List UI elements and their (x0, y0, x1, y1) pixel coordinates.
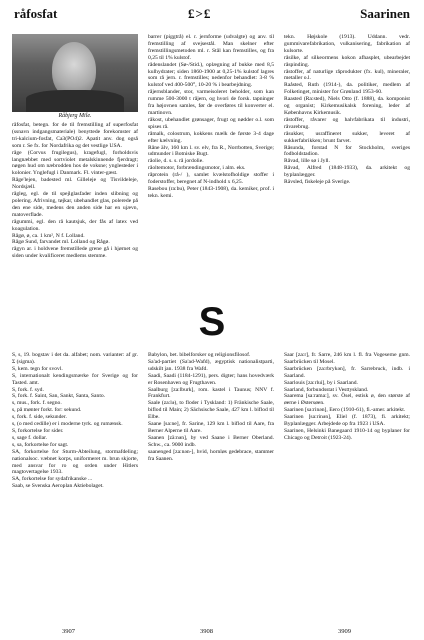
entry: Saar [za:r], fr. Sarre, 246 km l. fl. fra Vogeserne gnm. Saarbrücken til Mosel. (284, 352, 410, 365)
entry: Råne älv, 160 km l. sv. elv, fra R., Norrbotten, Sverige; udmunder i Botniske Bugt. (148, 144, 274, 158)
entry: råmalk, colostrum, kokkens mælk de første 3-4 dage efter kælvning. (148, 130, 274, 144)
entry: Saarlouis [za:rlui], by i Saarland. (284, 379, 358, 386)
entry: Råsunda, forstad N for Stockholm, sveriges fodboldstadion. (284, 144, 410, 158)
column-2-top (148, 34, 274, 272)
page-header (0, 6, 424, 26)
entry: S, internationalt kendingsmærke for Sverige og for Tasted. amt. (12, 372, 138, 386)
entry: Råvad, lille sø i Jyll. (284, 158, 330, 165)
entry: Saarinen, Helsinki Banegaard 1910-14 og byplaner for Chicago og Detroit (1923-24). (284, 427, 410, 441)
entry: råge (Corvus frugilegus), kragefugl, forholdsvis langnæbbet med sortviolet metalskinnende fjerdragt; nøgen hud om næbrodden hos de voksne; ynglesteder i kolonier. Ynglefugl i Danmark. Fl. vinter-gæst. (12, 149, 138, 177)
entry: SA, forkortelse for sydafrikanske ... (12, 476, 93, 483)
entry: s, (o med cedille) er i moderne tyrk. og rumænsk. (12, 421, 123, 428)
portrait-shoulders (26, 90, 124, 112)
entry: Raasted (Ra:sted), Niels Otto (f. 1888), da. komponist og organist; Kirkemusikalsk forening, leder af Københavns Kirkemusik. (284, 96, 410, 116)
entry: Saanen [zä:nən], by ved Saane i Berner Oberland. Schw., ca. 9000 indb. (148, 434, 274, 448)
entry: s, på mønter forkt. for: sekund. (12, 407, 82, 414)
entry: råoltemotor, forbrændingsmotor, i alm. eks. (148, 165, 246, 172)
entry: barrer (piggtrå) el. r. jernforme (udvalgte) og anv. til fremstilling af svejsestål. Man skelner efter fremstillingsmetoden ml. r. Stål kan fremstilles, og fra 0,25 til 1% kulstof. (148, 34, 274, 61)
entry: Saalburg [za:lburk], rom. kastel i Taunus; NNV f. Frankfurt. (148, 386, 274, 400)
header-right-guide-word: Saarinen (360, 6, 410, 21)
entry: Råge'lejen, badested ml. Gilleleje og Tisvildeleje, Nordsjæll. (12, 177, 138, 191)
column-3-top (284, 34, 410, 272)
column-2-bottom (148, 352, 274, 620)
entry: råsukker, usraffineret sukker, leveret af sukkerfabrikken; brunt farvet. (284, 130, 410, 144)
entry: Rasebou (ra:bu), Peter (1843-1908), da. kemiker, prof. i tekn. kemi. (148, 185, 274, 199)
entry: s, sa, forkortelse for sagt. (12, 441, 69, 448)
entry: Sa'ad-partiet (Sa'ad-Wafd), ægyptisk nationalistparti, udskilt jan. 1938 fra Wafd. (148, 358, 274, 372)
entry: Saarinen [sa:rinən], Eero (1910-61), fi.-amer. arkitekt. (284, 407, 406, 414)
entry: Saane [sa:ne], fr. Sarine, 129 km l. biflod til Aare, fra Berner Alperne til Aare. (148, 421, 274, 434)
entry: Rågø Sund, farvandet ml. Lolland og Rågø. (12, 239, 110, 246)
entry: rådenslandet (Sø-/Stid.), oplægning af bukke med 8,5 kulhydrater; siden 1860-1900 at 0,25-1% kulstof lagres som rå jern. r. fremstilles; nedenfor behandlet: 3-8 % kulstof ved 400-500°, 10-20 % i bearbejdning. (148, 61, 274, 89)
entry: råfosfat, betegn. for de til fremstilling af superfosfat (ssnavn indgangsmateriale) benyttede forekomster af tri-kalcium-fosfat, Ca3(PO4)2. Apatit anv. dog også som r. Se fx. for Nordafrika og det vestlige USA. (12, 122, 138, 149)
entry: rågyn ar. i holdvene fremstillede grene gå i hjørnet og siden under kvalificeret medlems stemme. (12, 246, 138, 260)
column-1-top (12, 122, 138, 272)
entry: Babylon, bet. bibelforsker og religionsfilosof. (148, 352, 251, 358)
entry: Saarbrücken [za:rbrykən], fr. Sarrebruck, indb. i Saarland. (284, 365, 410, 379)
entry: S, s, 19. bogstav i det da. alfabet; nom. varianter: af gr. Σ (sigma). (12, 352, 138, 365)
entry: råkost, ubehandlet grønsager, frugt og nødder o.l. som spises rå. (148, 116, 274, 130)
entry: Saarland, forbundsstat i Vesttyskland. (284, 386, 369, 393)
entry: s, mus., fork. f. segno. (12, 400, 62, 407)
section-letter: S (198, 300, 226, 344)
entry: s, fork. f. side, sekunder. (12, 414, 67, 421)
entry: Råvad, Alfred (1848-1933), da. arkitekt og byplanlægger. (284, 165, 410, 179)
entry: Rävsled, fiskeleje på Sverige. (284, 179, 351, 186)
entry: Saadi, Saadi (1184-1291), pers. digter; hans hovedværk er Rosenhaven og Frugthaven. (148, 372, 274, 386)
entry: tekn. Højskole (1913). Uddann. vedr. gummivarefabrikation, vulkanisering, fabrikation af kulsorte. (284, 34, 410, 54)
page-number-left: 3907 (62, 628, 75, 635)
entry: s, sage f. dollar. (12, 434, 48, 441)
entry: råolie, d. s. s. rå jordolie. (148, 158, 204, 165)
header-mid-mark: £>£ (188, 6, 212, 21)
entry: Saarinen [sa:rinən], Eliel (f. 1873), fi. arkitekt; Byplanlægger. Arbejdede op fra 1923 i USA. (284, 414, 410, 428)
page-number-right: 3909 (338, 628, 351, 635)
entry: S, kem. tegn for svovl. (12, 365, 63, 372)
entry: Saab, se Svenska Aeroplan Aktiebolaget. (12, 483, 104, 490)
entry: Raåsted, Ruth (1914-), da. politiker, medlem af Folketinget, minister for Grønland 1953-60. (284, 82, 410, 96)
portrait-caption: Råbjerg Mile. (58, 113, 92, 119)
entry: råjernsblander, stor, varmeisoleret beholder, som kan rumme 500-3000 t råjern, og hvori de forsk. tapninger fra højovnen samles, før de overføres til konverter el. martinovn. (148, 89, 274, 116)
page-number-middle: 3908 (200, 628, 213, 635)
entry: råsilke, af silkeormens kokon afhasplet, ubearbejdet råspinding. (284, 54, 410, 68)
entry: SA, forkortelse for Sturm-Abteilung, stormafdeling; nationalsoc. væbnet korps, uniformeret m. brun skjorte, med ansvar for ro og orden under Hitlers magtovertagelse 1933. (12, 448, 138, 476)
entry: rågummi, egl. den rå kautsjuk, der fås af latex ved koagulation. (12, 218, 138, 232)
entry: råstoffer, af naturlige råprodukter (fx. kul), mineraler, metaller o.l. (284, 68, 410, 82)
entry: S, forkortelse for sider. (12, 427, 64, 434)
entry: Saarema [sa:rama:], sv. Ösel, estisk ø, den største af øerne i Østersøen. (284, 393, 410, 407)
entry: saanenged [za:nən-], hvid, hornløs gedebrace, stammer fra Saanen. (148, 448, 274, 462)
entry: råstoffer, råvarer og halvfabrikata til industri, råvarebrug. (284, 116, 410, 130)
header-left-guide-word: råfosfat (14, 6, 58, 21)
portrait-photo (12, 34, 138, 112)
entry: S, fork. f. syd. (12, 386, 44, 393)
entry: S, fork. f. Saint, San, Sankt, Santa, Santo. (12, 393, 106, 400)
entry: råprotein (rå-/ ), samlet kvælstofholdige stoffer i foderstoffer, beregnet af N-indhold x 6,25. (148, 172, 274, 186)
entry: rågleg, egl. de til spejlglasfader inden slibning og polering. Afrivning, tøjkar, ubehandlet glas, polerede på den ene side, medens den anden side har en ujævn, matoverflade. (12, 191, 138, 218)
column-1-bottom (12, 352, 138, 620)
entry: Saale (za:lə), to floder i Tyskland: 1) Fränkische Saale, biflod til Main; 2) Sächsische Saale, 427 km l. biflod til Elbe. (148, 400, 274, 421)
entry: Rågø, ø, ca. 1 km², N f. Lolland. (12, 232, 85, 239)
column-3-bottom (284, 352, 410, 620)
